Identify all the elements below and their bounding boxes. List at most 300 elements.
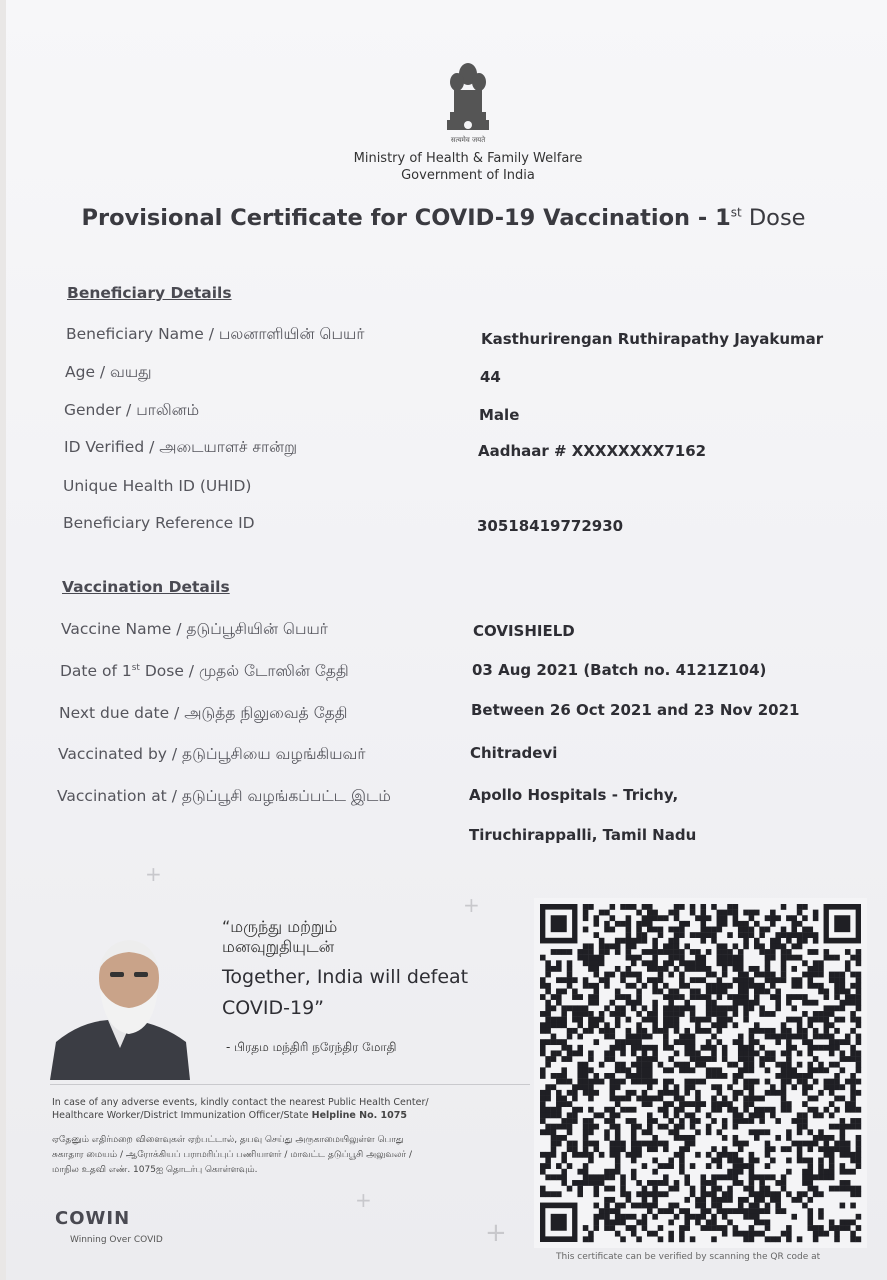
qr-module: [668, 960, 674, 966]
qr-module: [786, 994, 792, 1000]
qr-module: [636, 1067, 642, 1073]
qr-module: [738, 983, 744, 989]
qr-module: [668, 1101, 674, 1107]
qr-module: [604, 949, 610, 955]
qr-module: [551, 1056, 557, 1062]
qr-module: [583, 1011, 589, 1017]
qr-module: [765, 949, 771, 955]
qr-module: [834, 1039, 840, 1045]
qr-module: [813, 1225, 819, 1231]
vaccination-at-value-line1: Apollo Hospitals - Trichy,: [469, 786, 679, 804]
qr-module: [615, 1039, 621, 1045]
qr-module: [599, 960, 605, 966]
qr-module: [845, 1101, 851, 1107]
qr-module: [561, 1017, 567, 1023]
qr-module: [620, 1214, 626, 1220]
qr-module: [631, 1045, 637, 1051]
qr-module: [599, 1011, 605, 1017]
qr-module: [824, 1231, 830, 1237]
qr-module: [647, 1034, 653, 1040]
qr-module: [802, 1028, 808, 1034]
qr-module: [636, 932, 642, 938]
qr-module: [636, 1045, 642, 1051]
qr-module: [690, 1067, 696, 1073]
qr-module: [797, 1073, 803, 1079]
qr-module: [583, 904, 589, 910]
qr-module: [791, 977, 797, 983]
qr-module: [717, 1129, 723, 1135]
qr-module: [583, 949, 589, 955]
qr-module: [749, 1101, 755, 1107]
qr-module: [802, 1112, 808, 1118]
qr-module: [813, 1135, 819, 1141]
qr-module: [690, 1039, 696, 1045]
qr-module: [679, 1067, 685, 1073]
beneficiary-name-label: Beneficiary Name / பலனாளியின் பெயர்: [66, 325, 365, 343]
qr-module: [636, 1039, 642, 1045]
qr-module: [845, 1034, 851, 1040]
qr-module: [636, 1056, 642, 1062]
qr-module: [690, 1050, 696, 1056]
qr-module: [620, 1039, 626, 1045]
qr-module: [781, 955, 787, 961]
qr-module: [594, 1079, 600, 1085]
qr-module: [706, 915, 712, 921]
qr-module: [556, 977, 562, 983]
qr-module: [663, 1039, 669, 1045]
qr-module: [663, 983, 669, 989]
qr-module: [545, 1163, 551, 1169]
qr-module: [786, 938, 792, 944]
qr-module: [818, 1129, 824, 1135]
qr-module: [561, 1079, 567, 1085]
qr-module: [594, 932, 600, 938]
qr-module: [850, 1090, 856, 1096]
qr-module: [679, 1236, 685, 1242]
qr-module: [722, 1050, 728, 1056]
qr-module: [545, 1056, 551, 1062]
qr-module: [540, 1129, 546, 1135]
qr-module: [754, 1112, 760, 1118]
qr-module: [808, 1084, 814, 1090]
qr-module: [802, 1174, 808, 1180]
qr-module: [759, 1231, 765, 1237]
qr-module: [759, 1208, 765, 1214]
qr-module: [674, 938, 680, 944]
qr-module: [797, 1112, 803, 1118]
qr-module: [808, 966, 814, 972]
qr-module: [749, 1129, 755, 1135]
qr-module: [813, 910, 819, 916]
qr-module: [540, 1107, 546, 1113]
qr-module: [610, 1000, 616, 1006]
qr-module: [577, 1191, 583, 1197]
qr-module: [636, 1180, 642, 1186]
qr-module: [802, 1034, 808, 1040]
qr-module: [647, 977, 653, 983]
qr-module: [743, 972, 749, 978]
qr-module: [733, 994, 739, 1000]
qr-module: [674, 943, 680, 949]
qr-module: [626, 1225, 632, 1231]
qr-module: [604, 1028, 610, 1034]
qr-module: [818, 983, 824, 989]
qr-module: [706, 1028, 712, 1034]
qr-module: [781, 1101, 787, 1107]
qr-module: [556, 1135, 562, 1141]
qr-module: [834, 1124, 840, 1130]
qr-module: [717, 989, 723, 995]
qr-module: [690, 960, 696, 966]
qr-module: [642, 1191, 648, 1197]
qr-module: [749, 1045, 755, 1051]
qr-module: [695, 1118, 701, 1124]
qr-module: [727, 1158, 733, 1164]
qr-module: [594, 915, 600, 921]
qr-module: [781, 1073, 787, 1079]
qr-module: [717, 943, 723, 949]
qr-module: [813, 1231, 819, 1237]
qr-module: [786, 1050, 792, 1056]
qr-module: [588, 960, 594, 966]
helpline-number: Helpline No. 1075: [311, 1110, 407, 1121]
qr-module: [695, 915, 701, 921]
qr-module: [636, 989, 642, 995]
qr-module: [652, 1203, 658, 1209]
qr-module: [711, 1186, 717, 1192]
qr-module: [561, 989, 567, 995]
qr-module: [813, 1011, 819, 1017]
qr-module: [663, 1022, 669, 1028]
qr-module: [599, 1079, 605, 1085]
qr-module: [824, 1174, 830, 1180]
qr-module: [802, 938, 808, 944]
qr-module: [642, 1079, 648, 1085]
qr-module: [690, 1118, 696, 1124]
qr-module: [610, 943, 616, 949]
qr-module: [652, 1118, 658, 1124]
qr-module: [642, 1203, 648, 1209]
qr-module: [615, 921, 621, 927]
qr-module: [850, 1236, 856, 1242]
qr-module: [813, 938, 819, 944]
qr-module: [663, 1163, 669, 1169]
qr-module: [679, 983, 685, 989]
qr-module: [754, 1158, 760, 1164]
qr-module: [588, 1050, 594, 1056]
qr-module: [856, 989, 862, 995]
qr-module: [668, 949, 674, 955]
qr-module: [797, 955, 803, 961]
qr-module: [684, 1084, 690, 1090]
qr-module: [642, 904, 648, 910]
qr-module: [813, 1056, 819, 1062]
qr-module: [759, 943, 765, 949]
qr-module: [620, 1045, 626, 1051]
qr-module: [615, 989, 621, 995]
qr-module: [738, 1169, 744, 1175]
qr-module: [551, 1191, 557, 1197]
qr-module: [545, 1124, 551, 1130]
qr-module: [743, 1101, 749, 1107]
qr-module: [567, 1005, 573, 1011]
adverse-ta-line1: ஏதேனும் எதிர்மறை விளைவுகள் ஏற்பட்டால், தயவு செய்து அருகாமையிலுள்ள பொது: [52, 1135, 404, 1145]
vaccination-at-value-line2: Tiruchirappalli, Tamil Nadu: [469, 826, 697, 844]
qr-module: [829, 1011, 835, 1017]
qr-module: [642, 1050, 648, 1056]
qr-module: [561, 1011, 567, 1017]
qr-module: [722, 1174, 728, 1180]
qr-module: [770, 1011, 776, 1017]
qr-module: [701, 921, 707, 927]
qr-module: [588, 955, 594, 961]
qr-module: [647, 1180, 653, 1186]
qr-module: [840, 1169, 846, 1175]
qr-module: [588, 1028, 594, 1034]
qr-module: [588, 1000, 594, 1006]
qr-module: [791, 1197, 797, 1203]
qr-module: [620, 1005, 626, 1011]
qr-module: [845, 989, 851, 995]
qr-module: [738, 1208, 744, 1214]
qr-module: [722, 1056, 728, 1062]
qr-module: [663, 915, 669, 921]
qr-module: [610, 972, 616, 978]
qr-module: [684, 960, 690, 966]
qr-module: [690, 989, 696, 995]
qr-module: [733, 921, 739, 927]
qr-module: [588, 1129, 594, 1135]
qr-module: [583, 1090, 589, 1096]
qr-module: [759, 972, 765, 978]
qr-module: [684, 1208, 690, 1214]
qr-module: [706, 1208, 712, 1214]
qr-module: [722, 972, 728, 978]
qr-module: [754, 1203, 760, 1209]
qr-module: [620, 1067, 626, 1073]
qr-module: [781, 960, 787, 966]
qr-module: [743, 1000, 749, 1006]
qr-module: [588, 1011, 594, 1017]
qr-module: [695, 1214, 701, 1220]
qr-module: [652, 1180, 658, 1186]
qr-module: [765, 989, 771, 995]
qr-module: [829, 1124, 835, 1130]
qr-module: [615, 1231, 621, 1237]
qr-module: [791, 955, 797, 961]
qr-module: [620, 921, 626, 927]
qr-module: [668, 1000, 674, 1006]
qr-module: [722, 1045, 728, 1051]
qr-module: [765, 1152, 771, 1158]
qr-module: [626, 1067, 632, 1073]
ministry-line: Ministry of Health & Family Welfare: [353, 151, 583, 166]
qr-module: [818, 1135, 824, 1141]
qr-module: [733, 977, 739, 983]
qr-module: [738, 1163, 744, 1169]
qr-module: [642, 1067, 648, 1073]
qr-module: [545, 972, 551, 978]
qr-module: [631, 1062, 637, 1068]
qr-module: [631, 938, 637, 944]
qr-module: [652, 1197, 658, 1203]
qr-module: [647, 1056, 653, 1062]
qr-module: [781, 1146, 787, 1152]
qr-module: [556, 1017, 562, 1023]
qr-module: [674, 910, 680, 916]
qr-module: [802, 1124, 808, 1130]
qr-module: [781, 1028, 787, 1034]
qr-module: [845, 1107, 851, 1113]
qr-module: [775, 1118, 781, 1124]
qr-module: [786, 1129, 792, 1135]
qr-module: [701, 938, 707, 944]
qr-module: [556, 1073, 562, 1079]
qr-module: [599, 1112, 605, 1118]
qr-module: [791, 1084, 797, 1090]
qr-module: [674, 1028, 680, 1034]
qr-module: [668, 1208, 674, 1214]
qr-module: [594, 972, 600, 978]
qr-module: [701, 1191, 707, 1197]
qr-module: [786, 1000, 792, 1006]
qr-module: [561, 1096, 567, 1102]
qr-module: [850, 1079, 856, 1085]
qr-module: [647, 949, 653, 955]
qr-module: [626, 938, 632, 944]
qr-module: [759, 1028, 765, 1034]
qr-module: [647, 1101, 653, 1107]
qr-module: [722, 1022, 728, 1028]
qr-module: [813, 915, 819, 921]
qr-module: [604, 1005, 610, 1011]
qr-module: [652, 927, 658, 933]
qr-module: [642, 1062, 648, 1068]
qr-module: [722, 960, 728, 966]
qr-module: [615, 1152, 621, 1158]
qr-module: [765, 1236, 771, 1242]
qr-module: [551, 1084, 557, 1090]
qr-module: [690, 1214, 696, 1220]
qr-module: [620, 1141, 626, 1147]
qr-module: [567, 1124, 573, 1130]
qr-module: [545, 1028, 551, 1034]
qr-module: [679, 1005, 685, 1011]
qr-module: [738, 1118, 744, 1124]
qr-module: [652, 977, 658, 983]
qr-module: [663, 1084, 669, 1090]
qr-module: [551, 1146, 557, 1152]
qr-module: [834, 1186, 840, 1192]
qr-module: [674, 1011, 680, 1017]
qr-module: [818, 1034, 824, 1040]
qr-module: [690, 1141, 696, 1147]
qr-module: [733, 1163, 739, 1169]
qr-module: [690, 1084, 696, 1090]
qr-module: [663, 1090, 669, 1096]
qr-module: [663, 994, 669, 1000]
qr-module: [556, 1191, 562, 1197]
qr-module: [647, 1062, 653, 1068]
qr-module: [695, 1101, 701, 1107]
qr-module: [610, 1112, 616, 1118]
qr-module: [727, 910, 733, 916]
qr-module: [781, 1180, 787, 1186]
qr-module: [684, 1067, 690, 1073]
qr-module: [850, 972, 856, 978]
qr-module: [727, 1208, 733, 1214]
qr-module: [856, 1146, 862, 1152]
qr-module: [679, 1124, 685, 1130]
qr-module: [727, 994, 733, 1000]
qr-module: [556, 1000, 562, 1006]
qr-module: [636, 994, 642, 1000]
qr-module: [701, 1174, 707, 1180]
qr-module: [770, 1146, 776, 1152]
qr-module: [754, 994, 760, 1000]
qr-module: [813, 1236, 819, 1242]
qr-module: [770, 1028, 776, 1034]
qr-module: [856, 1067, 862, 1073]
qr-module: [717, 1011, 723, 1017]
vaccinated-by-label: Vaccinated by / தடுப்பூசியை வழங்கியவர்: [58, 745, 366, 763]
divider: [50, 1084, 530, 1085]
qr-module: [668, 943, 674, 949]
qr-module: [781, 943, 787, 949]
qr-module: [567, 1141, 573, 1147]
verification-qr-code[interactable]: [534, 898, 867, 1248]
qr-module: [642, 921, 648, 927]
qr-module: [856, 1141, 862, 1147]
qr-module: [791, 966, 797, 972]
qr-module: [765, 1208, 771, 1214]
qr-module: [604, 977, 610, 983]
qr-module: [813, 1141, 819, 1147]
qr-module: [599, 910, 605, 916]
next-due-label: Next due date / அடுத்த நிலுவைத் தேதி: [59, 704, 348, 722]
qr-module: [802, 960, 808, 966]
qr-module: [824, 989, 830, 995]
qr-module: [626, 1090, 632, 1096]
qr-module: [701, 904, 707, 910]
qr-module: [733, 1118, 739, 1124]
qr-module: [610, 1045, 616, 1051]
qr-module: [754, 1174, 760, 1180]
qr-module: [770, 1112, 776, 1118]
qr-module: [684, 1034, 690, 1040]
qr-module: [786, 1034, 792, 1040]
qr-module: [749, 1067, 755, 1073]
qr-module: [540, 1186, 546, 1192]
qr-module: [663, 1034, 669, 1040]
qr-module: [754, 938, 760, 944]
qr-module: [722, 1197, 728, 1203]
qr-module: [706, 1219, 712, 1225]
qr-module: [781, 1174, 787, 1180]
qr-module: [551, 1050, 557, 1056]
qr-module: [770, 921, 776, 927]
qr-module: [615, 1017, 621, 1023]
qr-module: [717, 1163, 723, 1169]
qr-module: [786, 1028, 792, 1034]
qr-module: [679, 1225, 685, 1231]
qr-module: [615, 1005, 621, 1011]
qr-module: [540, 994, 546, 1000]
qr-module: [615, 1214, 621, 1220]
qr-module: [834, 1146, 840, 1152]
qr-module: [674, 1112, 680, 1118]
qr-module: [749, 1084, 755, 1090]
